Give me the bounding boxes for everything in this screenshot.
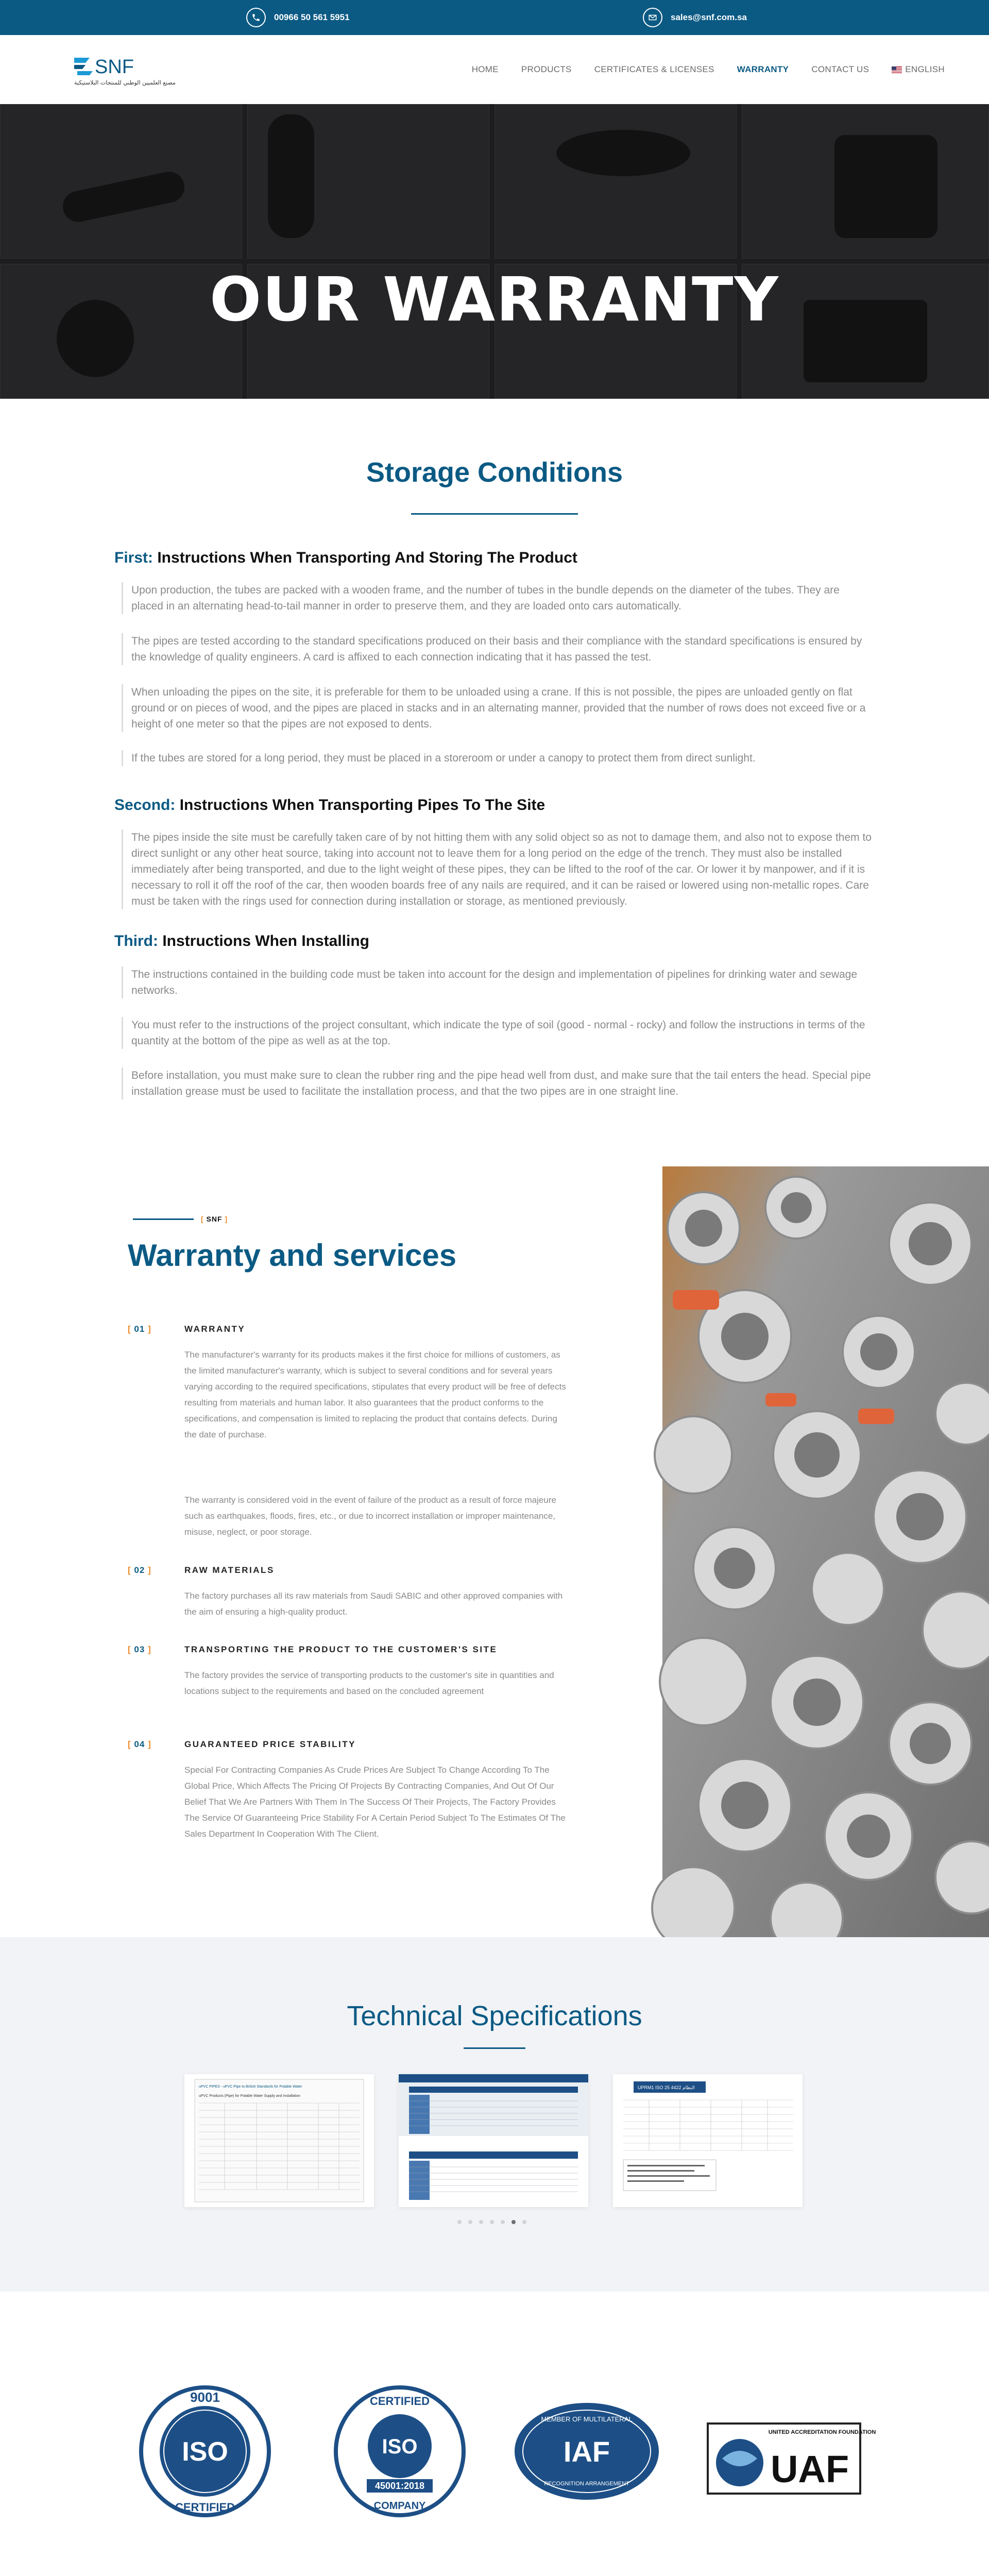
tagline-text: SNF	[206, 1215, 223, 1223]
svg-text:45001:2018: 45001:2018	[374, 2481, 425, 2491]
item-text: The factory provides the service of transporting products to the customer's site in quantities and locations subject to the requirements and based on the concluded agreement	[184, 1670, 554, 1696]
svg-text:مصنع العلميين الوطني للمنتجات: مصنع العلميين الوطني للمنتجات البلاستيكية	[74, 79, 176, 86]
iso-45001-logo	[333, 2384, 467, 2518]
item-number: [ 04 ]	[128, 1739, 151, 1749]
language-label: ENGLISH	[905, 64, 945, 74]
main-navigation	[0, 35, 989, 104]
svg-text:ISO: ISO	[382, 2435, 418, 2458]
section-tagline	[133, 1214, 228, 1224]
spec-slide[interactable]	[613, 2074, 803, 2207]
svg-text:CERTIFIED: CERTIFIED	[175, 2501, 235, 2514]
carousel-dot[interactable]	[501, 2220, 505, 2224]
svg-text:SNF: SNF	[95, 56, 134, 78]
us-flag-icon	[892, 66, 902, 73]
svg-text:UAF: UAF	[770, 2448, 849, 2490]
title-underline	[464, 2047, 525, 2049]
spec-slide[interactable]	[399, 2074, 588, 2207]
nav-products[interactable]: PRODUCTS	[521, 64, 572, 74]
item-number-text: 01	[134, 1324, 145, 1334]
svg-text:9001: 9001	[190, 2389, 220, 2405]
heading-lead: Third:	[114, 933, 158, 950]
paragraph: You must refer to the instructions of the project consultant, which indicate the type of soil (good - normal - rocky) and follow the instructions in terms of the quantity at the bottom of the pipe as well as at the top.	[122, 1017, 874, 1049]
paragraph: If the tubes are stored for a long period, they must be placed in a storeroom or under a canopy to protect them from direct sunlight.	[122, 750, 874, 766]
svg-text:IAF: IAF	[563, 2435, 610, 2468]
svg-text:uPVC Products (Pipe) for Potab: uPVC Products (Pipe) for Potable Water Supply and Installation	[199, 2094, 301, 2098]
iaf-logo	[513, 2401, 660, 2502]
item-text: The warranty is considered void in the event of failure of the product as a result of force majeure such as earthquakes, floods, fires, etc., or due to incorrect installation or improper maintenance, misuse, neglect, or poor storage.	[184, 1495, 556, 1537]
item-number: [ 01 ]	[128, 1324, 151, 1334]
phone-text: 00966 50 561 5951	[274, 12, 350, 22]
phone-icon	[246, 8, 266, 27]
carousel-dots	[457, 2220, 526, 2224]
nav-menu	[472, 35, 945, 104]
iso-9001-logo	[138, 2384, 272, 2518]
spec-table-image	[613, 2074, 803, 2207]
nav-certificates[interactable]: CERTIFICATES & LICENSES	[594, 64, 714, 74]
heading-text: Instructions When Installing	[162, 933, 370, 950]
nav-home[interactable]: HOME	[471, 64, 499, 74]
storage-title: Storage Conditions	[366, 457, 623, 488]
item-number-text: 02	[134, 1565, 145, 1575]
email-text: sales@snf.com.sa	[671, 12, 747, 22]
paragraph: The pipes are tested according to the standard specifications produced on their basis and their compliance with the standard specifications is ensured by the knowledge of quality engineers. A card is affixed to each connection indicating that it has passed the test.	[122, 633, 874, 665]
paragraph: When unloading the pipes on the site, it is preferable for them to be unloaded using a crane. If this is not possible, the pipes are unloaded gently on flat ground or on pieces of wood, and the pipes are placed in stacks and in an alternating manner, provided that the number of rows does not exceed five or a height of one meter so that the pipes are not exposed to dents.	[122, 684, 874, 732]
heading-lead: First:	[114, 549, 153, 566]
paragraph: Before installation, you must make sure to clean the rubber ring and the pipe head well from dust, and make sure that the tail enters the head. Special pipe installation grease must be used to facilitate the installation process, and that the two pipes are in one straight line.	[122, 1067, 874, 1099]
item-number: [ 02 ]	[128, 1565, 151, 1575]
email-icon	[643, 8, 662, 27]
heading-text: Instructions When Transporting Pipes To The Site	[179, 796, 545, 814]
paragraph: The pipes inside the site must be carefully taken care of by not hitting them with any solid object so as not to damage them, and also not to expose them to direct sunlight or any other heat source, taking into account not to leave them for a long period on the edge of the trench. They must also be installed immediately after being transported, and due to the light weight of these pipes, they can be lifted to the roof of the car. Or lower it by manpower, and if it is necessary to roll it off the roof of the car, then wooden boards free of any nails are required, and it can be raised or lowered using non-metallic ropes. Care must be taken with the rings used for connection during installation or storage, as mentioned previously.	[122, 829, 874, 909]
carousel-dot-active[interactable]	[511, 2220, 516, 2224]
carousel-dot[interactable]	[522, 2220, 526, 2224]
snf-logo-icon	[72, 54, 176, 95]
svg-text:COMPANY: COMPANY	[373, 2500, 426, 2512]
item-heading: RAW MATERIALS	[184, 1565, 275, 1575]
item-text: The manufacturer's warranty for its products makes it the first choice for millions of customers, as the limited manufacturer's warranty, which is subject to several conditions and for several years varying according to the required specifications, stipulates that every product will be free of defects resulting from materials and human labor. It also guarantees that the product conforms to the specifications, and compensation is limited to replacing the product that contains defects. During the date of purchase.	[184, 1350, 566, 1439]
section-heading-second	[114, 796, 545, 814]
item-heading: WARRANTY	[184, 1324, 246, 1334]
pipe-fittings-image	[662, 1166, 989, 1937]
hero-banner	[0, 104, 989, 399]
spec-table-image	[399, 2074, 588, 2207]
section-heading-first	[114, 549, 577, 567]
nav-warranty[interactable]: WARRANTY	[737, 64, 789, 74]
item-heading: TRANSPORTING THE PRODUCT TO THE CUSTOMER'S SITE	[184, 1645, 498, 1654]
svg-text:RECOGNITION ARRANGEMENT: RECOGNITION ARRANGEMENT	[544, 2481, 629, 2487]
storage-conditions-section	[0, 399, 989, 1166]
carousel-dot[interactable]	[479, 2220, 483, 2224]
hero-title: OUR WARRANTY	[210, 264, 779, 335]
tagline-line	[133, 1218, 194, 1220]
spec-slide[interactable]	[184, 2074, 374, 2207]
item-heading: GUARANTEED PRICE STABILITY	[184, 1739, 356, 1749]
carousel-dot[interactable]	[490, 2220, 494, 2224]
item-text: The factory purchases all its raw materials from Saudi SABIC and other approved companies with the aim of ensuring a high-quality product.	[184, 1591, 563, 1617]
paragraph: Upon production, the tubes are packed with a wooden frame, and the number of tubes in the bundle depends on the diameter of the tubes. They are placed in an alternating head-to-tail manner in order to preserve them, and they are loaded onto cars automatically.	[122, 582, 874, 614]
carousel-dot[interactable]	[457, 2220, 462, 2224]
item-text: Special For Contracting Companies As Crude Prices Are Subject To Change According To The Global Price, Which Affects The Pricing Of Projects By Contracting Companies, And Out Of Our Belief That We Are Partners With Them In The Success Of Their Projects, The Factory Provides The Service Of Guaranteeing Price Stability For A Certain Period Subject To The Estimates Of The Sales Department In Cooperation With The Client.	[184, 1765, 566, 1839]
warranty-services-section	[0, 1166, 989, 1937]
svg-text:uPVC PIPES - uPVC Pipe to Brit: uPVC PIPES - uPVC Pipe to British Standards for Potable Water	[199, 2085, 302, 2089]
svg-text:UNITED ACCREDITATION FOUNDATIO: UNITED ACCREDITATION FOUNDATION	[768, 2429, 876, 2435]
section-heading-third	[114, 933, 369, 950]
item-number: [ 03 ]	[128, 1645, 151, 1654]
pipe-fittings-photo	[662, 1166, 989, 1937]
spec-table-image	[184, 2074, 374, 2207]
item-number-text: 04	[134, 1739, 145, 1749]
tagline-label: [ SNF ]	[201, 1215, 228, 1223]
tech-title: Technical Specifications	[347, 2001, 642, 2031]
paragraph: The instructions contained in the building code must be taken into account for the design and implementation of pipelines for drinking water and sewage networks.	[122, 967, 874, 998]
svg-text:MEMBER OF MULTILATERAL: MEMBER OF MULTILATERAL	[541, 2415, 633, 2423]
brand-logo[interactable]	[72, 54, 176, 95]
carousel-dot[interactable]	[468, 2220, 472, 2224]
heading-text: Instructions When Transporting And Storing The Product	[157, 549, 577, 566]
item-number-text: 03	[134, 1645, 145, 1654]
uaf-logo	[707, 2422, 876, 2495]
certificates-section	[0, 2292, 989, 2576]
nav-contact[interactable]: CONTACT US	[811, 64, 869, 74]
warranty-title: Warranty and services	[128, 1238, 457, 1273]
svg-text:ISO: ISO	[182, 2437, 228, 2467]
email-link[interactable]	[643, 0, 747, 35]
hero-overlay	[0, 104, 989, 399]
svg-text:CERTIFIED: CERTIFIED	[369, 2395, 430, 2408]
language-switch[interactable]	[892, 64, 945, 75]
title-underline	[411, 513, 578, 515]
heading-lead: Second:	[114, 796, 176, 814]
svg-text:UPRM1 ISO 25 4422 النظام: UPRM1 ISO 25 4422 النظام	[638, 2085, 695, 2090]
phone-link[interactable]	[246, 0, 350, 35]
technical-specifications-section	[0, 1937, 989, 2292]
top-bar	[0, 0, 989, 35]
